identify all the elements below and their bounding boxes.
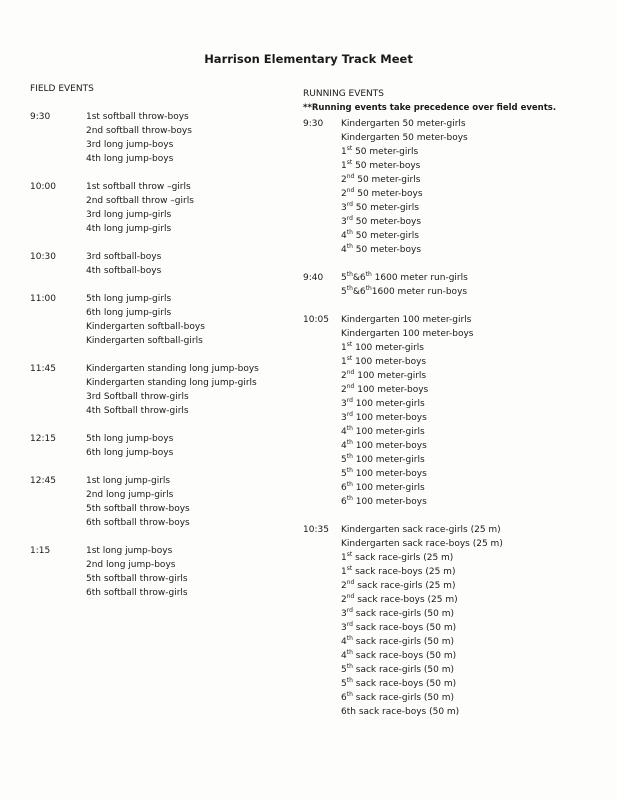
event-item: [341, 439, 603, 453]
event-text: sack race-girls (25 m): [352, 553, 454, 563]
event-item: [341, 271, 603, 285]
ordinal-suffix: nd: [346, 187, 355, 194]
event-text: 2nd long jump-boys: [86, 560, 176, 570]
event-text: Kindergarten standing long jump-girls: [86, 378, 257, 388]
event-text: 50 meter-girls: [352, 147, 419, 157]
event-item: [341, 523, 603, 537]
event-item: [341, 313, 603, 327]
event-item: [341, 411, 603, 425]
time-slot: 9:30: [30, 112, 51, 122]
event-text: 5: [341, 679, 347, 689]
event-text: 1: [341, 357, 347, 367]
event-text: sack race-girls (50 m): [352, 693, 454, 703]
event-item: [86, 110, 300, 124]
event-text: Kindergarten softball-girls: [86, 336, 203, 346]
event-item: [341, 369, 603, 383]
event-item: [86, 362, 300, 376]
event-text: 1st softball throw-boys: [86, 112, 189, 122]
event-text: 1: [341, 553, 347, 563]
ordinal-suffix: th: [346, 271, 353, 278]
event-list: [86, 180, 300, 236]
event-item: [86, 264, 300, 278]
event-text: 50 meter-boys: [354, 189, 423, 199]
event-item: [341, 117, 603, 131]
event-item: [86, 376, 300, 390]
event-text: 6th softball throw-girls: [86, 588, 188, 598]
time-block: [303, 271, 603, 299]
ordinal-suffix: st: [346, 341, 353, 348]
event-item: [341, 495, 603, 509]
time-block: [30, 432, 300, 460]
event-text: 5: [341, 273, 347, 283]
event-item: [341, 145, 603, 159]
event-text: Kindergarten softball-boys: [86, 322, 205, 332]
time-block: [30, 292, 300, 348]
event-item: [341, 243, 603, 257]
event-text: Kindergarten 100 meter-boys: [341, 329, 474, 339]
event-item: [86, 138, 300, 152]
event-text: 3: [341, 217, 347, 227]
event-text: 2: [341, 581, 347, 591]
event-text: 4: [341, 231, 347, 241]
event-text: 3: [341, 623, 347, 633]
event-text: sack race-boys (25 m): [354, 595, 458, 605]
event-text: 2nd softball throw –girls: [86, 196, 194, 206]
event-text: 6th sack race-boys (50 m): [341, 707, 460, 717]
event-text: 2: [341, 595, 347, 605]
event-text: 5: [341, 469, 347, 479]
event-item: [341, 467, 603, 481]
time-slot: 9:30: [303, 119, 324, 129]
page-title: Harrison Elementary Track Meet: [204, 52, 413, 66]
field-events-heading: FIELD EVENTS: [30, 84, 94, 94]
event-text: 4: [341, 637, 347, 647]
time-block: [30, 544, 300, 600]
event-text: 5th long jump-boys: [86, 434, 174, 444]
event-item: [341, 229, 603, 243]
event-item: [86, 404, 300, 418]
ordinal-suffix: th: [346, 663, 353, 670]
event-text: 6th softball throw-boys: [86, 518, 190, 528]
ordinal-suffix: st: [346, 159, 353, 166]
event-text: 1st softball throw –girls: [86, 182, 191, 192]
field-events-schedule: [30, 110, 300, 600]
event-text: 4: [341, 245, 347, 255]
running-events-schedule: [303, 117, 603, 719]
ordinal-suffix: th: [346, 481, 353, 488]
event-item: [86, 180, 300, 194]
event-item: [86, 124, 300, 138]
ordinal-suffix: rd: [346, 397, 353, 404]
ordinal-suffix: rd: [346, 411, 353, 418]
event-item: [86, 390, 300, 404]
event-text: 50 meter-girls: [354, 175, 421, 185]
time-slot: 12:45: [30, 476, 56, 486]
event-text: Kindergarten sack race-girls (25 m): [341, 525, 501, 535]
event-text: sack race-boys (50 m): [352, 623, 457, 633]
time-slot: 10:00: [30, 182, 56, 192]
event-text: &6: [352, 273, 366, 283]
event-item: [341, 481, 603, 495]
ordinal-suffix: th: [346, 243, 353, 250]
event-text: sack race-boys (50 m): [352, 679, 457, 689]
event-item: [341, 621, 603, 635]
event-text: 6: [341, 693, 347, 703]
event-list: [86, 544, 300, 600]
ordinal-suffix: nd: [346, 369, 355, 376]
event-text: 5th long jump-girls: [86, 294, 172, 304]
ordinal-suffix: th: [346, 229, 353, 236]
event-item: [341, 565, 603, 579]
event-text: 4: [341, 441, 347, 451]
time-slot: 9:40: [303, 273, 324, 283]
event-text: 100 meter-girls: [352, 483, 425, 493]
event-text: 3: [341, 203, 347, 213]
event-text: sack race-girls (50 m): [352, 637, 454, 647]
event-item: [341, 537, 603, 551]
time-block: [30, 110, 300, 166]
event-text: 5: [341, 665, 347, 675]
event-text: 1600 meter run-boys: [371, 287, 468, 297]
event-item: [341, 649, 603, 663]
event-item: [341, 397, 603, 411]
event-item: [86, 572, 300, 586]
ordinal-suffix: st: [346, 551, 353, 558]
event-item: [341, 285, 603, 299]
ordinal-suffix: nd: [346, 383, 355, 390]
event-text: 1: [341, 147, 347, 157]
event-text: 100 meter-boys: [354, 385, 429, 395]
event-text: 50 meter-boys: [352, 245, 422, 255]
event-item: [341, 593, 603, 607]
event-text: Kindergarten 100 meter-girls: [341, 315, 472, 325]
event-text: 3rd softball-boys: [86, 252, 162, 262]
event-text: 50 meter-boys: [352, 217, 422, 227]
ordinal-suffix: th: [346, 635, 353, 642]
event-item: [86, 586, 300, 600]
event-text: 100 meter-boys: [352, 413, 427, 423]
event-item: [86, 432, 300, 446]
event-item: [341, 551, 603, 565]
event-item: [341, 159, 603, 173]
event-text: 2: [341, 189, 347, 199]
event-list: [86, 292, 300, 348]
event-item: [341, 607, 603, 621]
ordinal-suffix: th: [346, 467, 353, 474]
event-item: [341, 131, 603, 145]
event-text: 100 meter-girls: [352, 399, 425, 409]
event-text: Kindergarten 50 meter-boys: [341, 133, 468, 143]
event-list: [341, 313, 603, 509]
event-text: 4th long jump-girls: [86, 224, 172, 234]
event-text: 5th softball throw-boys: [86, 504, 190, 514]
event-text: sack race-boys (25 m): [352, 567, 456, 577]
event-text: sack race-boys (50 m): [352, 651, 457, 661]
ordinal-suffix: th: [346, 691, 353, 698]
event-item: [341, 327, 603, 341]
event-text: 100 meter-girls: [352, 343, 424, 353]
event-item: [341, 663, 603, 677]
event-item: [86, 446, 300, 460]
event-text: 2nd long jump-girls: [86, 490, 174, 500]
running-events-column: [303, 87, 603, 733]
event-item: [341, 635, 603, 649]
event-text: 3rd long jump-boys: [86, 140, 174, 150]
event-text: 4th long jump-boys: [86, 154, 174, 164]
event-text: 100 meter-girls: [352, 455, 425, 465]
ordinal-suffix: rd: [346, 607, 353, 614]
ordinal-suffix: st: [346, 565, 353, 572]
event-text: 6th long jump-boys: [86, 448, 174, 458]
event-text: Kindergarten standing long jump-boys: [86, 364, 259, 374]
event-text: 6: [341, 497, 347, 507]
ordinal-suffix: th: [346, 439, 353, 446]
event-text: 1: [341, 161, 347, 171]
event-item: [341, 453, 603, 467]
event-item: [341, 425, 603, 439]
event-item: [86, 558, 300, 572]
event-text: 2: [341, 175, 347, 185]
event-item: [341, 355, 603, 369]
event-text: 1600 meter run-girls: [371, 273, 468, 283]
event-text: 1: [341, 343, 347, 353]
time-slot: 1:15: [30, 546, 51, 556]
ordinal-suffix: nd: [346, 579, 355, 586]
event-text: sack race-girls (50 m): [352, 609, 455, 619]
event-text: Kindergarten sack race-boys (25 m): [341, 539, 503, 549]
event-list: [86, 362, 300, 418]
event-item: [86, 250, 300, 264]
time-slot: 10:05: [303, 315, 329, 325]
event-text: 3rd Softball throw-girls: [86, 392, 189, 402]
time-block: [303, 117, 603, 257]
event-text: 50 meter-girls: [352, 203, 419, 213]
ordinal-suffix: rd: [346, 201, 353, 208]
event-item: [341, 691, 603, 705]
event-text: 3: [341, 413, 347, 423]
ordinal-suffix: nd: [346, 593, 355, 600]
ordinal-suffix: rd: [346, 215, 353, 222]
time-slot: 11:45: [30, 364, 56, 374]
time-block: [30, 180, 300, 236]
ordinal-suffix: nd: [346, 173, 355, 180]
event-text: 5: [341, 287, 347, 297]
event-list: [341, 117, 603, 257]
event-item: [86, 292, 300, 306]
event-text: 3rd long jump-girls: [86, 210, 172, 220]
event-item: [341, 187, 603, 201]
time-block: [30, 474, 300, 530]
event-item: [86, 544, 300, 558]
event-text: 100 meter-boys: [352, 469, 427, 479]
time-block: [303, 523, 603, 719]
ordinal-suffix: st: [346, 355, 353, 362]
running-events-heading: RUNNING EVENTS: [303, 89, 384, 99]
event-item: [86, 334, 300, 348]
event-text: sack race-girls (25 m): [354, 581, 456, 591]
event-item: [341, 677, 603, 691]
time-block: [30, 250, 300, 278]
time-slot: 10:35: [303, 525, 329, 535]
event-list: [86, 474, 300, 530]
event-item: [86, 488, 300, 502]
time-slot: 10:30: [30, 252, 56, 262]
ordinal-suffix: th: [346, 677, 353, 684]
field-events-column: [30, 82, 300, 614]
event-item: [86, 474, 300, 488]
event-text: 3: [341, 609, 347, 619]
event-text: 50 meter-girls: [352, 231, 419, 241]
event-text: 6th long jump-girls: [86, 308, 172, 318]
event-text: 2nd softball throw-boys: [86, 126, 192, 136]
event-text: 100 meter-boys: [352, 441, 427, 451]
event-text: 50 meter-boys: [352, 161, 421, 171]
event-text: 100 meter-girls: [352, 427, 425, 437]
event-text: 6: [341, 483, 347, 493]
event-item: [86, 208, 300, 222]
event-text: 4: [341, 651, 347, 661]
event-text: 4th Softball throw-girls: [86, 406, 189, 416]
event-text: 1: [341, 567, 347, 577]
event-list: [341, 271, 603, 299]
ordinal-suffix: th: [346, 285, 353, 292]
event-text: 4: [341, 427, 347, 437]
event-text: sack race-girls (50 m): [352, 665, 454, 675]
event-text: Kindergarten 50 meter-girls: [341, 119, 466, 129]
event-text: 2: [341, 371, 347, 381]
time-block: [303, 313, 603, 509]
event-text: 100 meter-girls: [354, 371, 427, 381]
time-slot: 11:00: [30, 294, 56, 304]
event-text: 5th softball throw-girls: [86, 574, 188, 584]
time-block: [30, 362, 300, 418]
event-item: [86, 194, 300, 208]
event-text: &6: [352, 287, 366, 297]
event-text: 3: [341, 399, 347, 409]
ordinal-suffix: th: [346, 453, 353, 460]
ordinal-suffix: th: [365, 285, 372, 292]
event-item: [86, 152, 300, 166]
event-text: 100 meter-boys: [352, 497, 427, 507]
event-item: [86, 222, 300, 236]
event-list: [341, 523, 603, 719]
event-item: [341, 579, 603, 593]
event-text: 4th softball-boys: [86, 266, 162, 276]
event-item: [341, 341, 603, 355]
event-text: 100 meter-boys: [352, 357, 427, 367]
ordinal-suffix: th: [346, 649, 353, 656]
ordinal-suffix: rd: [346, 621, 353, 628]
event-text: 5: [341, 455, 347, 465]
event-item: [86, 306, 300, 320]
event-item: [341, 383, 603, 397]
event-item: [341, 173, 603, 187]
ordinal-suffix: th: [365, 271, 372, 278]
event-item: [341, 705, 603, 719]
event-item: [86, 320, 300, 334]
event-text: 1st long jump-girls: [86, 476, 171, 486]
precedence-note: **Running events take precedence over field events.: [303, 103, 557, 113]
ordinal-suffix: st: [346, 145, 353, 152]
ordinal-suffix: th: [346, 425, 353, 432]
event-text: 1st long jump-boys: [86, 546, 173, 556]
event-list: [86, 250, 300, 278]
event-item: [341, 201, 603, 215]
event-item: [86, 516, 300, 530]
event-list: [86, 432, 300, 460]
event-item: [341, 215, 603, 229]
time-slot: 12:15: [30, 434, 56, 444]
event-list: [86, 110, 300, 166]
event-text: 2: [341, 385, 347, 395]
ordinal-suffix: th: [346, 495, 353, 502]
event-item: [86, 502, 300, 516]
